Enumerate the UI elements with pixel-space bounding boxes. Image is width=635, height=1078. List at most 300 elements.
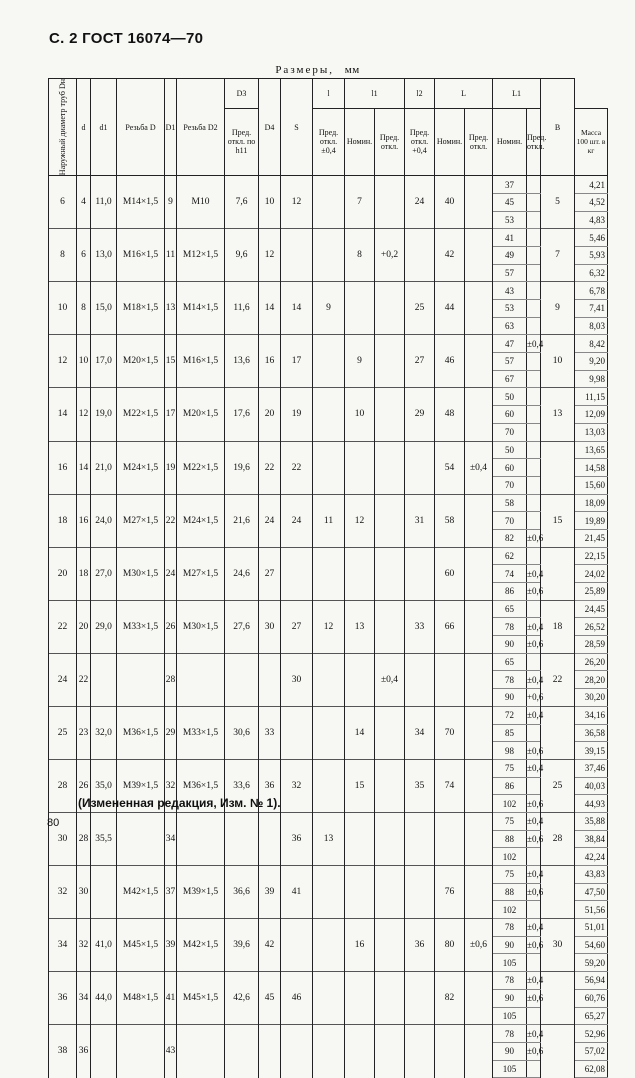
cell-D3: 27,6 bbox=[225, 600, 259, 653]
cell-thread-d: M27×1,5 bbox=[117, 494, 165, 547]
cell-L1-nom: 75 bbox=[493, 759, 527, 777]
cell-l bbox=[313, 972, 345, 1025]
cell-L1-nom: 41 bbox=[493, 229, 527, 247]
cell-mass: 60,76 bbox=[575, 989, 608, 1007]
cell-mass: 22,15 bbox=[575, 547, 608, 565]
cell-D1: 32 bbox=[165, 759, 177, 812]
cell-L1-dev bbox=[527, 1007, 541, 1025]
cell-L1-dev bbox=[527, 193, 541, 211]
col-header-l2-dev: Пред. откл. +0,4 bbox=[405, 108, 435, 175]
cell-D4: 22 bbox=[259, 441, 281, 494]
cell-L1-dev bbox=[527, 459, 541, 477]
cell-l: 12 bbox=[313, 600, 345, 653]
cell-D3 bbox=[225, 1025, 259, 1078]
cell-l1-nom bbox=[345, 653, 375, 706]
cell-B: 7 bbox=[541, 229, 575, 282]
cell-L1-dev bbox=[527, 370, 541, 388]
cell-thread-d2 bbox=[177, 812, 225, 865]
dimensions-table bbox=[48, 78, 608, 1078]
cell-L1-dev bbox=[527, 653, 541, 671]
cell-mass: 19,89 bbox=[575, 512, 608, 530]
cell-d1 bbox=[91, 653, 117, 706]
cell-l1-nom: 15 bbox=[345, 759, 375, 812]
cell-mass: 24,02 bbox=[575, 565, 608, 583]
cell-L-nom bbox=[435, 653, 465, 706]
cell-S: 30 bbox=[281, 653, 313, 706]
cell-L1-dev bbox=[527, 176, 541, 194]
cell-l1-dev bbox=[375, 388, 405, 441]
cell-d: 34 bbox=[77, 972, 91, 1025]
cell-thread-d bbox=[117, 1025, 165, 1078]
table-row bbox=[49, 494, 608, 512]
cell-D4: 30 bbox=[259, 600, 281, 653]
cell-L1-nom: 90 bbox=[493, 689, 527, 707]
cell-d: 4 bbox=[77, 176, 91, 229]
cell-L1-dev: ±0,6 bbox=[527, 742, 541, 760]
cell-L1-nom: 75 bbox=[493, 812, 527, 830]
cell-S: 46 bbox=[281, 972, 313, 1025]
cell-S: 12 bbox=[281, 176, 313, 229]
cell-L1-dev bbox=[527, 423, 541, 441]
cell-d1: 24,0 bbox=[91, 494, 117, 547]
cell-mass: 62,08 bbox=[575, 1060, 608, 1078]
cell-mass: 6,32 bbox=[575, 264, 608, 282]
cell-D3 bbox=[225, 653, 259, 706]
cell-thread-d: M33×1,5 bbox=[117, 600, 165, 653]
cell-d1: 29,0 bbox=[91, 600, 117, 653]
cell-thread-d bbox=[117, 812, 165, 865]
cell-thread-d: M16×1,5 bbox=[117, 229, 165, 282]
cell-D3: 9,6 bbox=[225, 229, 259, 282]
cell-D1: 9 bbox=[165, 176, 177, 229]
cell-l2: 31 bbox=[405, 494, 435, 547]
cell-mass: 4,21 bbox=[575, 176, 608, 194]
cell-D4 bbox=[259, 812, 281, 865]
cell-l1-nom bbox=[345, 812, 375, 865]
cell-L1-dev bbox=[527, 901, 541, 919]
col-header-D3: D3 bbox=[225, 79, 259, 109]
cell-S: 24 bbox=[281, 494, 313, 547]
col-header-thread-d: Резьба D bbox=[117, 79, 165, 176]
cell-B: 30 bbox=[541, 919, 575, 972]
cell-L1-nom: 50 bbox=[493, 441, 527, 459]
cell-d1: 19,0 bbox=[91, 388, 117, 441]
cell-L1-nom: 70 bbox=[493, 476, 527, 494]
cell-L1-dev: ±0,4 bbox=[527, 565, 541, 583]
cell-l2 bbox=[405, 972, 435, 1025]
cell-L1-nom: 78 bbox=[493, 671, 527, 689]
cell-L1-dev: ±0,6 bbox=[527, 529, 541, 547]
cell-mass: 11,15 bbox=[575, 388, 608, 406]
cell-mass: 15,60 bbox=[575, 476, 608, 494]
cell-L1-dev: ±0,4 bbox=[527, 919, 541, 937]
cell-L-nom: 48 bbox=[435, 388, 465, 441]
cell-d: 14 bbox=[77, 441, 91, 494]
cell-D4: 36 bbox=[259, 759, 281, 812]
cell-L1-dev bbox=[527, 406, 541, 424]
cell-d: 23 bbox=[77, 706, 91, 759]
cell-dn: 28 bbox=[49, 759, 77, 812]
cell-thread-d2: M12×1,5 bbox=[177, 229, 225, 282]
cell-L-dev: ±0,6 bbox=[465, 919, 493, 972]
cell-L-dev bbox=[465, 547, 493, 600]
cell-mass: 4,52 bbox=[575, 193, 608, 211]
cell-L1-nom: 90 bbox=[493, 936, 527, 954]
cell-L1-dev bbox=[527, 246, 541, 264]
cell-d: 6 bbox=[77, 229, 91, 282]
cell-l1-nom bbox=[345, 547, 375, 600]
cell-l1-dev bbox=[375, 176, 405, 229]
cell-L1-dev: ±0,4 bbox=[527, 812, 541, 830]
cell-S bbox=[281, 1025, 313, 1078]
cell-mass: 42,24 bbox=[575, 848, 608, 866]
cell-d1: 17,0 bbox=[91, 335, 117, 388]
cell-D4: 27 bbox=[259, 547, 281, 600]
cell-mass: 13,65 bbox=[575, 441, 608, 459]
cell-l1-nom bbox=[345, 282, 375, 335]
cell-dn: 34 bbox=[49, 919, 77, 972]
cell-dn: 20 bbox=[49, 547, 77, 600]
cell-D3: 42,6 bbox=[225, 972, 259, 1025]
col-header-L: L bbox=[435, 79, 493, 109]
cell-d: 28 bbox=[77, 812, 91, 865]
cell-L-dev bbox=[465, 388, 493, 441]
cell-mass: 12,09 bbox=[575, 406, 608, 424]
cell-d1: 11,0 bbox=[91, 176, 117, 229]
cell-l2: 27 bbox=[405, 335, 435, 388]
cell-S: 17 bbox=[281, 335, 313, 388]
cell-L1-nom: 67 bbox=[493, 370, 527, 388]
cell-L-nom: 66 bbox=[435, 600, 465, 653]
cell-L-nom bbox=[435, 1025, 465, 1078]
cell-L-dev bbox=[465, 706, 493, 759]
cell-l1-nom: 12 bbox=[345, 494, 375, 547]
cell-L-nom: 74 bbox=[435, 759, 465, 812]
cell-L-dev bbox=[465, 229, 493, 282]
cell-L1-dev: ±0,6 bbox=[527, 936, 541, 954]
cell-L1-dev bbox=[527, 1060, 541, 1078]
cell-l1-dev bbox=[375, 282, 405, 335]
col-header-l1-nom: Номин. bbox=[345, 108, 375, 175]
cell-d: 20 bbox=[77, 600, 91, 653]
cell-l2 bbox=[405, 812, 435, 865]
col-header-l: l bbox=[313, 79, 345, 109]
cell-d1: 41,0 bbox=[91, 919, 117, 972]
cell-mass: 21,45 bbox=[575, 529, 608, 547]
cell-L1-nom: 57 bbox=[493, 264, 527, 282]
cell-mass: 14,58 bbox=[575, 459, 608, 477]
cell-mass: 9,98 bbox=[575, 370, 608, 388]
cell-mass: 5,46 bbox=[575, 229, 608, 247]
cell-B: 22 bbox=[541, 653, 575, 706]
cell-L1-dev bbox=[527, 848, 541, 866]
table-row bbox=[49, 706, 608, 724]
cell-l2 bbox=[405, 441, 435, 494]
cell-D1: 39 bbox=[165, 919, 177, 972]
cell-S bbox=[281, 547, 313, 600]
table-row bbox=[49, 547, 608, 565]
cell-dn: 8 bbox=[49, 229, 77, 282]
cell-L1-dev bbox=[527, 441, 541, 459]
cell-mass: 28,59 bbox=[575, 636, 608, 654]
cell-D4: 24 bbox=[259, 494, 281, 547]
cell-S: 14 bbox=[281, 282, 313, 335]
cell-L1-dev bbox=[527, 724, 541, 742]
cell-S: 22 bbox=[281, 441, 313, 494]
cell-l1-nom bbox=[345, 1025, 375, 1078]
cell-D4: 45 bbox=[259, 972, 281, 1025]
cell-mass: 5,93 bbox=[575, 246, 608, 264]
cell-L1-dev: ±0,4 bbox=[527, 972, 541, 990]
cell-L1-nom: 105 bbox=[493, 1007, 527, 1025]
col-header-S: S bbox=[281, 79, 313, 176]
cell-thread-d2: M24×1,5 bbox=[177, 494, 225, 547]
cell-d: 30 bbox=[77, 866, 91, 919]
cell-thread-d2: M20×1,5 bbox=[177, 388, 225, 441]
cell-L1-nom: 88 bbox=[493, 830, 527, 848]
cell-l bbox=[313, 759, 345, 812]
table-row bbox=[49, 812, 608, 830]
table-row bbox=[49, 335, 608, 353]
cell-L-nom: 80 bbox=[435, 919, 465, 972]
cell-mass: 56,94 bbox=[575, 972, 608, 990]
cell-S: 19 bbox=[281, 388, 313, 441]
cell-L1-dev bbox=[527, 264, 541, 282]
cell-l1-dev bbox=[375, 494, 405, 547]
cell-L1-dev: ±0,4 bbox=[527, 671, 541, 689]
cell-D3: 17,6 bbox=[225, 388, 259, 441]
cell-mass: 8,03 bbox=[575, 317, 608, 335]
cell-l bbox=[313, 1025, 345, 1078]
col-header-d: d bbox=[77, 79, 91, 176]
cell-dn: 22 bbox=[49, 600, 77, 653]
cell-l1-dev bbox=[375, 866, 405, 919]
cell-L1-dev: ±0,4 bbox=[527, 706, 541, 724]
cell-dn: 6 bbox=[49, 176, 77, 229]
cell-L1-nom: 102 bbox=[493, 901, 527, 919]
cell-l2: 25 bbox=[405, 282, 435, 335]
cell-d: 8 bbox=[77, 282, 91, 335]
cell-L-dev: ±0,4 bbox=[465, 441, 493, 494]
cell-D3: 24,6 bbox=[225, 547, 259, 600]
table-row bbox=[49, 388, 608, 406]
cell-d1: 35,5 bbox=[91, 812, 117, 865]
cell-L-dev bbox=[465, 972, 493, 1025]
cell-mass: 44,93 bbox=[575, 795, 608, 813]
cell-L1-dev: ±0,6 bbox=[527, 795, 541, 813]
cell-L-dev bbox=[465, 282, 493, 335]
cell-L1-nom: 75 bbox=[493, 866, 527, 884]
cell-L1-nom: 53 bbox=[493, 300, 527, 318]
cell-D4: 42 bbox=[259, 919, 281, 972]
cell-L-nom: 76 bbox=[435, 866, 465, 919]
cell-L-dev bbox=[465, 494, 493, 547]
cell-mass: 65,27 bbox=[575, 1007, 608, 1025]
cell-D1: 24 bbox=[165, 547, 177, 600]
cell-dn: 38 bbox=[49, 1025, 77, 1078]
cell-l bbox=[313, 441, 345, 494]
cell-D3: 36,6 bbox=[225, 866, 259, 919]
cell-l1-nom: 14 bbox=[345, 706, 375, 759]
cell-D1: 19 bbox=[165, 441, 177, 494]
cell-d: 18 bbox=[77, 547, 91, 600]
cell-d1: 27,0 bbox=[91, 547, 117, 600]
cell-mass: 25,89 bbox=[575, 583, 608, 601]
cell-l: 11 bbox=[313, 494, 345, 547]
col-header-D3-dev: Пред. откл. по h11 bbox=[225, 108, 259, 175]
cell-S: 36 bbox=[281, 812, 313, 865]
cell-L1-dev bbox=[527, 300, 541, 318]
cell-L1-dev: ±0,6 bbox=[527, 830, 541, 848]
cell-mass: 38,84 bbox=[575, 830, 608, 848]
cell-L1-nom: 60 bbox=[493, 459, 527, 477]
table-row bbox=[49, 653, 608, 671]
cell-B: 15 bbox=[541, 494, 575, 547]
table-row bbox=[49, 972, 608, 990]
col-header-mass: Масса 100 шт. в кг bbox=[575, 108, 608, 175]
cell-D1: 43 bbox=[165, 1025, 177, 1078]
page-number: 80 bbox=[47, 817, 60, 829]
cell-thread-d: M42×1,5 bbox=[117, 866, 165, 919]
cell-thread-d2: M39×1,5 bbox=[177, 866, 225, 919]
cell-mass: 28,20 bbox=[575, 671, 608, 689]
cell-L1-dev: ±0,4 bbox=[527, 866, 541, 884]
cell-D3: 11,6 bbox=[225, 282, 259, 335]
cell-L1-nom: 98 bbox=[493, 742, 527, 760]
cell-B bbox=[541, 547, 575, 600]
cell-l1-dev bbox=[375, 706, 405, 759]
cell-D1: 29 bbox=[165, 706, 177, 759]
cell-l2 bbox=[405, 547, 435, 600]
cell-L-nom: 54 bbox=[435, 441, 465, 494]
cell-d1: 44,0 bbox=[91, 972, 117, 1025]
caption-units: мм bbox=[344, 64, 360, 76]
cell-L1-dev: ±0,6 bbox=[527, 883, 541, 901]
cell-l2: 34 bbox=[405, 706, 435, 759]
cell-mass: 18,09 bbox=[575, 494, 608, 512]
cell-thread-d: M22×1,5 bbox=[117, 388, 165, 441]
col-header-l-dev: Пред. откл. ±0,4 bbox=[313, 108, 345, 175]
cell-L-dev bbox=[465, 600, 493, 653]
cell-S: 41 bbox=[281, 866, 313, 919]
cell-L-dev bbox=[465, 653, 493, 706]
cell-l bbox=[313, 388, 345, 441]
cell-l bbox=[313, 653, 345, 706]
cell-D4: 20 bbox=[259, 388, 281, 441]
cell-B: 28 bbox=[541, 812, 575, 865]
cell-dn: 36 bbox=[49, 972, 77, 1025]
cell-mass: 34,16 bbox=[575, 706, 608, 724]
col-header-L-nom: Номин. bbox=[435, 108, 465, 175]
col-header-l2: l2 bbox=[405, 79, 435, 109]
cell-d: 12 bbox=[77, 388, 91, 441]
cell-l bbox=[313, 335, 345, 388]
cell-D1: 34 bbox=[165, 812, 177, 865]
cell-L1-nom: 53 bbox=[493, 211, 527, 229]
cell-d1: 13,0 bbox=[91, 229, 117, 282]
cell-B bbox=[541, 866, 575, 919]
cell-mass: 43,83 bbox=[575, 866, 608, 884]
cell-mass: 52,96 bbox=[575, 1025, 608, 1043]
col-header-L1-dev: Пред. откл. bbox=[527, 108, 541, 175]
cell-L1-nom: 86 bbox=[493, 777, 527, 795]
table-row bbox=[49, 229, 608, 247]
cell-l2 bbox=[405, 1025, 435, 1078]
cell-thread-d: M30×1,5 bbox=[117, 547, 165, 600]
cell-l2 bbox=[405, 653, 435, 706]
cell-D3: 30,6 bbox=[225, 706, 259, 759]
cell-mass: 26,20 bbox=[575, 653, 608, 671]
cell-mass: 51,56 bbox=[575, 901, 608, 919]
cell-L1-dev: +0,6 bbox=[527, 689, 541, 707]
cell-thread-d2: M22×1,5 bbox=[177, 441, 225, 494]
cell-D4: 14 bbox=[259, 282, 281, 335]
cell-B: 5 bbox=[541, 176, 575, 229]
cell-dn: 32 bbox=[49, 866, 77, 919]
cell-l1-nom bbox=[345, 972, 375, 1025]
cell-D1: 22 bbox=[165, 494, 177, 547]
cell-mass: 24,45 bbox=[575, 600, 608, 618]
cell-l: 9 bbox=[313, 282, 345, 335]
cell-L1-dev bbox=[527, 777, 541, 795]
cell-mass: 6,78 bbox=[575, 282, 608, 300]
cell-thread-d: M24×1,5 bbox=[117, 441, 165, 494]
cell-L1-dev bbox=[527, 353, 541, 371]
cell-D4 bbox=[259, 653, 281, 706]
cell-L-dev bbox=[465, 812, 493, 865]
cell-L1-nom: 78 bbox=[493, 972, 527, 990]
cell-L1-nom: 102 bbox=[493, 848, 527, 866]
cell-L1-nom: 37 bbox=[493, 176, 527, 194]
cell-L1-nom: 43 bbox=[493, 282, 527, 300]
cell-l bbox=[313, 176, 345, 229]
cell-D3: 33,6 bbox=[225, 759, 259, 812]
table-row bbox=[49, 1025, 608, 1043]
cell-D1: 28 bbox=[165, 653, 177, 706]
cell-l bbox=[313, 547, 345, 600]
cell-D3: 21,6 bbox=[225, 494, 259, 547]
cell-dn: 10 bbox=[49, 282, 77, 335]
cell-thread-d: M39×1,5 bbox=[117, 759, 165, 812]
cell-L1-nom: 82 bbox=[493, 529, 527, 547]
cell-L1-dev bbox=[527, 317, 541, 335]
cell-B: 10 bbox=[541, 335, 575, 388]
cell-B: 13 bbox=[541, 388, 575, 441]
cell-L1-dev bbox=[527, 547, 541, 565]
cell-L1-nom: 60 bbox=[493, 406, 527, 424]
caption-title: Размеры, bbox=[275, 64, 334, 76]
cell-mass: 35,88 bbox=[575, 812, 608, 830]
table-row bbox=[49, 759, 608, 777]
cell-L1-dev: ±0,4 bbox=[527, 335, 541, 353]
cell-l1-nom bbox=[345, 441, 375, 494]
cell-thread-d2: M45×1,5 bbox=[177, 972, 225, 1025]
cell-d: 32 bbox=[77, 919, 91, 972]
cell-mass: 51,01 bbox=[575, 919, 608, 937]
col-header-L1: L1 bbox=[493, 79, 541, 109]
cell-d1: 21,0 bbox=[91, 441, 117, 494]
cell-mass: 54,60 bbox=[575, 936, 608, 954]
cell-L1-dev bbox=[527, 494, 541, 512]
cell-D3 bbox=[225, 812, 259, 865]
cell-dn: 30 bbox=[49, 812, 77, 865]
cell-L1-dev bbox=[527, 211, 541, 229]
cell-thread-d2: M14×1,5 bbox=[177, 282, 225, 335]
cell-L1-dev bbox=[527, 512, 541, 530]
cell-L1-nom: 88 bbox=[493, 883, 527, 901]
cell-D1: 37 bbox=[165, 866, 177, 919]
cell-L-nom: 46 bbox=[435, 335, 465, 388]
